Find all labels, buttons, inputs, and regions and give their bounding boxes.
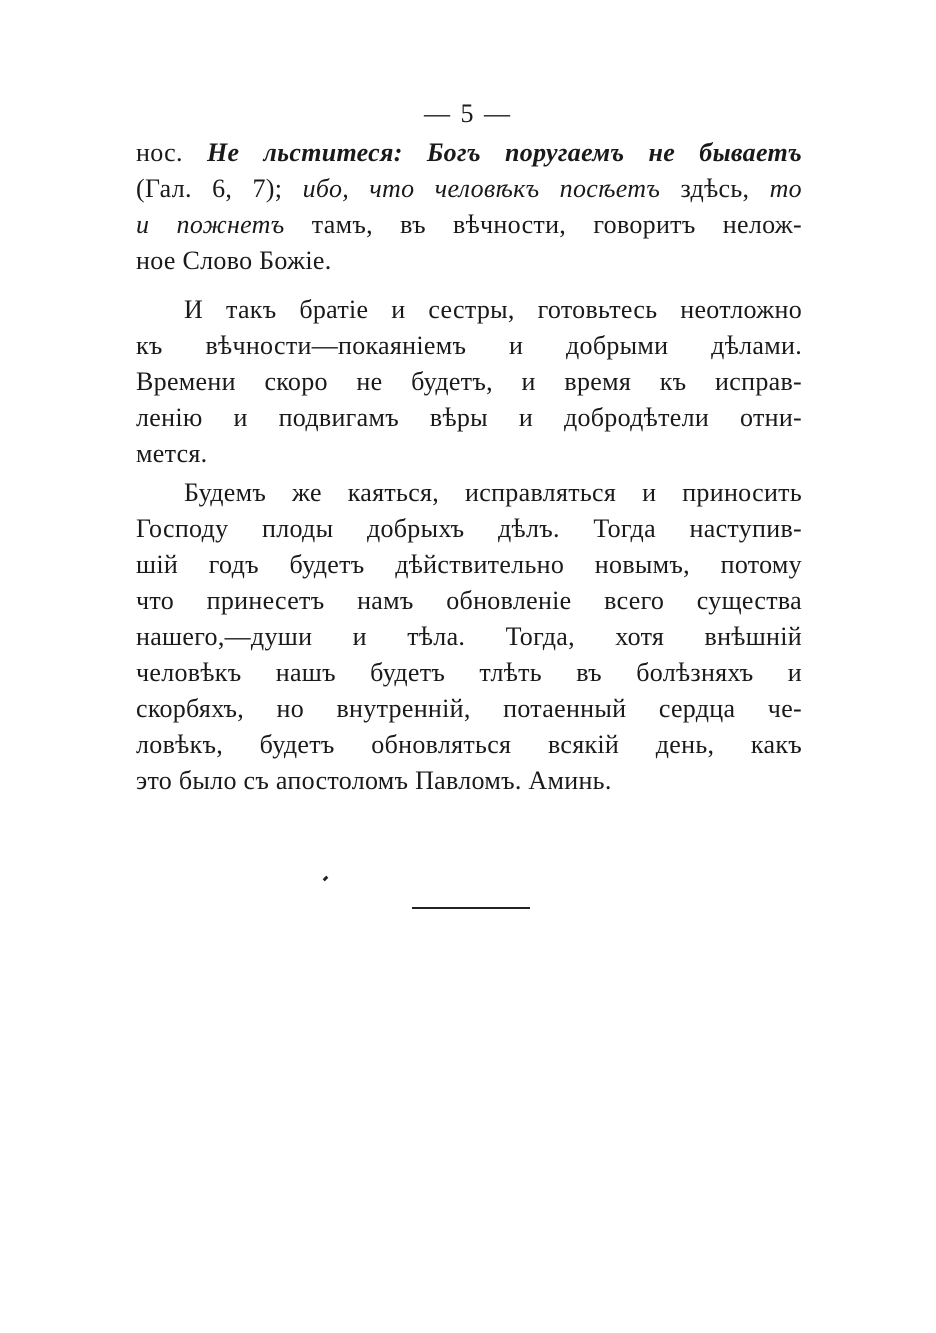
text-segment: здѣсь,: [660, 174, 770, 203]
text-segment: что принесетъ намъ обновленіе всего существа: [136, 586, 802, 615]
text-segment: къ вѣчности—покаяніемъ и добрыми дѣлами.: [136, 331, 802, 360]
text-line: [136, 691, 802, 727]
text-segment: ибо, что человѣкъ посѣетъ: [302, 174, 661, 203]
text-line: [136, 655, 802, 691]
text-line: [136, 727, 802, 763]
text-segment: нос.: [136, 138, 207, 167]
text-segment: Господу плоды добрыхъ дѣлъ. Тогда наступив-: [136, 514, 802, 543]
text-segment: нашего,—души и тѣла. Тогда, хотя внѣшній: [136, 622, 802, 651]
text-segment: ленію и подвигамъ вѣры и добродѣтели отни-: [136, 403, 802, 432]
text-segment: (Гал. 6, 7);: [136, 174, 303, 203]
text-segment: то: [769, 174, 802, 203]
text-line: [136, 583, 802, 619]
text-segment: Времени скоро не будетъ, и время къ исправ-: [136, 367, 802, 396]
page-number: — 5 —: [424, 99, 512, 128]
ink-speck: [323, 876, 329, 882]
text-segment: шій годъ будетъ дѣйствительно новымъ, потому: [136, 550, 802, 579]
text-segment: мется.: [136, 439, 208, 468]
text-segment: И такъ братіе и сестры, готовьтесь неотложно: [184, 295, 802, 324]
text-line: [136, 619, 802, 655]
text-line: [136, 547, 802, 583]
paragraph-3: [136, 475, 802, 799]
text-line: [136, 436, 802, 472]
text-segment: ловѣкъ, будетъ обновляться всякій день, какъ: [136, 730, 802, 759]
text-line: [136, 171, 802, 207]
text-line: [136, 400, 802, 436]
text-line: [136, 292, 802, 328]
text-segment: ное Слово Божіе.: [136, 246, 332, 275]
text-line: [136, 135, 802, 171]
text-line: [136, 475, 802, 511]
text-segment: скорбяхъ, но внутренній, потаенный сердца че-: [136, 694, 802, 723]
text-segment: человѣкъ нашъ будетъ тлѣть въ болѣзняхъ и: [136, 658, 802, 687]
paragraph-2: [136, 292, 802, 472]
end-rule: [412, 907, 530, 909]
text-segment: Будемъ же каяться, исправляться и приносить: [184, 478, 802, 507]
text-segment: и пожнетъ: [136, 210, 285, 239]
text-segment: это было съ апостоломъ Павломъ. Аминь.: [136, 766, 612, 795]
text-line: [136, 328, 802, 364]
text-line: [136, 511, 802, 547]
text-line: [136, 763, 802, 799]
text-line: [136, 207, 802, 243]
text-line: [136, 243, 802, 279]
paragraph-1: [136, 135, 802, 279]
text-line: [136, 364, 802, 400]
text-segment: тамъ, въ вѣчности, говоритъ нелож-: [284, 210, 802, 239]
text-segment: Не льститеся: Богъ поругаемъ не бываетъ: [206, 138, 802, 167]
